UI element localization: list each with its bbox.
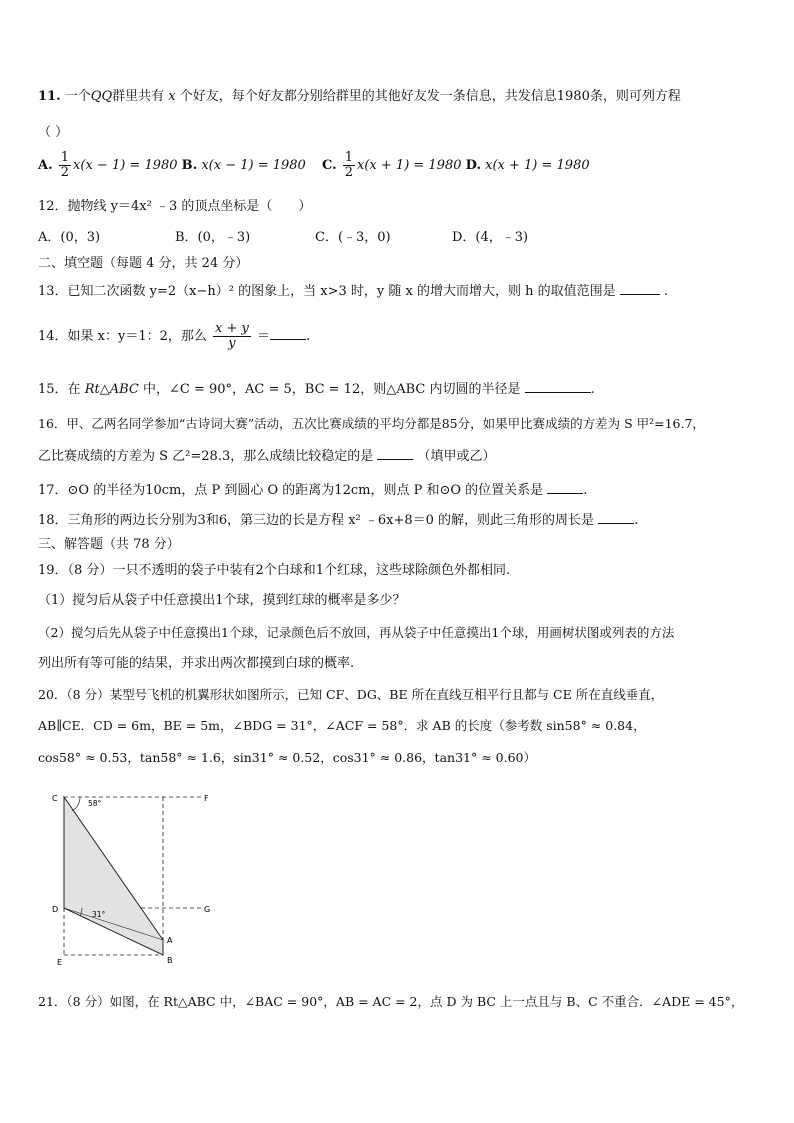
q11-options: A. $\frac{1}{2}$ x(x − 1) = 1980 B. x(x − 1) = 1980 C. $\frac{1}{2}$ x(x + 1) = 1980 D. x(x + 1) = 1980 (38, 150, 590, 180)
q20-line-3: cos58° ≈ 0.53，tan58° ≈ 1.6，sin31° ≈ 0.52，cos31° ≈ 0.86，tan31° ≈ 0.60） (38, 750, 536, 765)
q11-option-d: x(x + 1) = 1980 (485, 158, 590, 173)
label-angle-58: 58° (88, 799, 102, 808)
q12-option-b: B．(0，﹣3) (175, 230, 251, 245)
q11-option-a: x(x − 1) = 1980 (73, 158, 178, 173)
q18-stem: 18．三角形的两边长分别为3和6，第三边的长是方程 x² ﹣6x+8＝0 的解，则此三角形的周长是 . (38, 510, 638, 530)
q11-paren: （ ） (38, 125, 69, 140)
label-c: C (52, 794, 58, 803)
q20-line-1: 20．（8 分）某型号飞机的机翼形状如图所示，已知 CF、DG、BE 所在直线互相平行且都与 CE 所在直线垂直， (38, 687, 664, 702)
label-e: E (57, 958, 63, 967)
q19-stem: 19．（8 分）一只不透明的袋子中装有2个白球和1个红球，这些球除颜色外都相同. (38, 563, 511, 578)
q11-option-c: x(x + 1) = 1980 (357, 158, 462, 173)
q16-line-1: 16．甲、乙两名同学参加“古诗词大赛”活动，五次比赛成绩的平均分都是85分，如果甲比赛成绩的方差为 S 甲²=16.7， (38, 416, 705, 431)
label-angle-31: 31° (92, 910, 106, 919)
q16-line-2: 乙比赛成绩的方差为 S 乙²=28.3，那么成绩比较稳定的是 （填甲或乙） (38, 446, 496, 466)
section-solutions: 三、解答题（共 78 分） (38, 537, 180, 552)
q21-stem: 21．（8 分）如图，在 Rt△ABC 中，∠BAC = 90°，AB = AC = 2，点 D 为 BC 上一点且与 B、C 不重合．∠ADE = 45°， (38, 994, 744, 1009)
q12-option-d: D．(4，﹣3) (452, 230, 529, 245)
q12-option-a: A．(0，3) (38, 230, 101, 245)
q17-stem: 17．⊙O 的半径为10cm，点 P 到圆心 O 的距离为12cm，则点 P 和⊙O 的位置关系是 . (38, 480, 587, 500)
angle-58-arc (72, 797, 80, 811)
q14-answer-blank[interactable] (270, 326, 306, 340)
q14-stem: 14．如果 x：y＝1：2，那么 $\frac{x + y}{y}$ ＝ . (38, 321, 311, 351)
section-fill-in: 二、填空题（每题 4 分，共 24 分） (38, 256, 249, 271)
q11-option-b: x(x − 1) = 1980 (201, 158, 306, 173)
wing-shape (64, 797, 163, 955)
q11-option-c-fraction: $\frac{1}{2}$ (344, 150, 354, 180)
q15-answer-blank[interactable] (525, 379, 591, 393)
q11-option-a-fraction: $\frac{1}{2}$ (60, 150, 70, 180)
q13-answer-blank[interactable] (620, 281, 660, 295)
label-f: F (204, 794, 209, 803)
q16-answer-blank[interactable] (377, 446, 413, 460)
q17-answer-blank[interactable] (547, 480, 583, 494)
q19-part-1: （1）搅匀后从袋子中任意摸出1个球，摸到红球的概率是多少？ (38, 593, 406, 608)
q14-fraction: $\frac{x + y}{y}$ (215, 321, 249, 351)
q19-part-2a: （2）搅匀后先从袋子中任意摸出1个球，记录颜色后不放回，再从袋子中任意摸出1个球，用画树状图或列表的方法 (38, 625, 675, 640)
q18-answer-blank[interactable] (598, 510, 634, 524)
label-d: D (52, 905, 59, 914)
q11-stem: 11. 一个QQ群里共有 x 个好友，每个好友都分别给群里的其他好友发一条信息，共发信息1980条，则可列方程 (38, 89, 681, 104)
label-a: A (167, 936, 173, 945)
q12-option-c: C．(﹣3，0) (315, 230, 391, 245)
q20-line-2: AB∥CE．CD = 6m，BE = 5m，∠BDG = 31°，∠ACF = 58°．求 AB 的长度（参考数 sin58° ≈ 0.84， (38, 718, 646, 733)
q19-part-2b: 列出所有等可能的结果，并求出两次都摸到白球的概率. (38, 656, 355, 671)
q13-stem: 13．已知二次函数 y=2（x−h）² 的图象上，当 x>3 时，y 随 x 的增大而增大，则 h 的取值范围是 . (38, 281, 668, 301)
q15-stem: 15．在 Rt△ABC 中，∠C = 90°，AC = 5，BC = 12，则△ABC 内切圆的半径是 . (38, 379, 595, 399)
label-g: G (204, 905, 211, 914)
q12-stem: 12．抛物线 y＝4x² ﹣3 的顶点坐标是（ ） (38, 199, 312, 214)
label-b: B (167, 956, 173, 965)
wing-figure (40, 785, 230, 975)
